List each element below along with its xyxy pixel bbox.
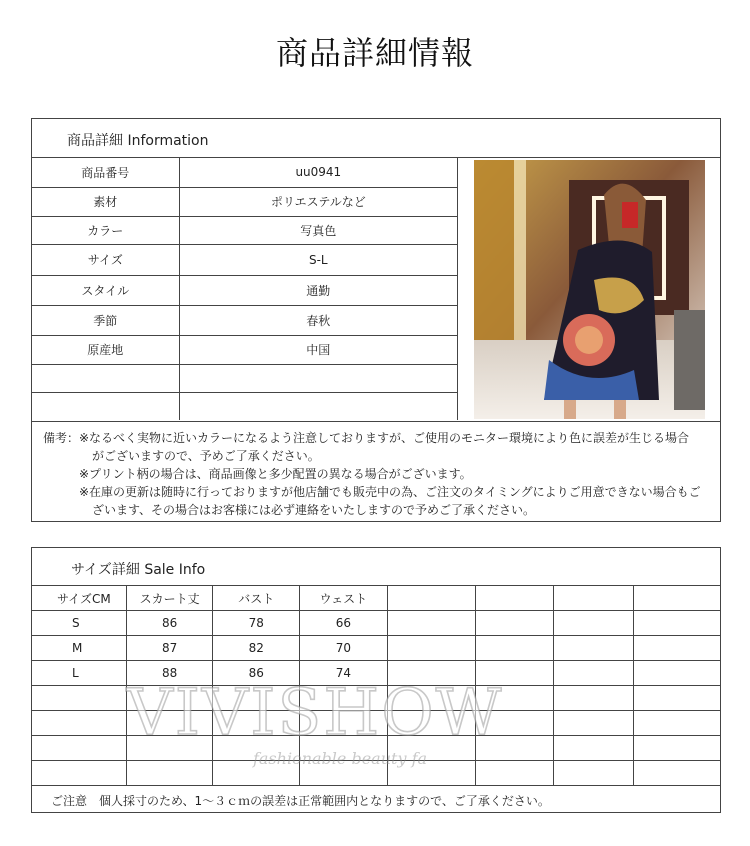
column-header (32, 586, 126, 611)
spec-key (32, 364, 179, 392)
empty-cell (476, 661, 554, 686)
spec-row (32, 364, 458, 392)
note-line: がございますので、予めご了承ください。 (92, 449, 320, 463)
watermark-tagline: fashionable beauty fa (252, 749, 428, 768)
empty-cell (387, 611, 476, 636)
table-cell (213, 761, 300, 786)
empty-cell (476, 611, 554, 636)
spec-key: スタイル (32, 275, 179, 305)
size-header-label: サイズ詳細 Sale Info (71, 562, 206, 578)
table-cell (300, 761, 388, 786)
table-cell (300, 686, 388, 711)
size-info-section (31, 547, 721, 813)
size-label: M (72, 641, 83, 655)
spec-row (32, 216, 458, 244)
spec-key: カラー (32, 216, 179, 244)
size-cell (32, 661, 126, 686)
spec-row (32, 335, 458, 364)
spec-value: ポリエステルなど (179, 187, 457, 216)
note-line: ざいます、その場合はお客様には必ず連絡をいたしますので予めご了承ください。 (92, 503, 536, 517)
info-header (32, 119, 720, 158)
table-cell (126, 761, 213, 786)
spec-value: uu0941 (179, 158, 457, 187)
size-header (32, 548, 720, 586)
empty-cell (387, 686, 476, 711)
spec-table (32, 158, 458, 420)
empty-cell (634, 611, 720, 636)
size-table (32, 586, 720, 786)
table-cell (32, 686, 126, 711)
empty-cell (553, 686, 634, 711)
spec-value (179, 392, 457, 420)
spec-value: 中国 (179, 335, 457, 364)
column-header: スカート丈 (126, 586, 213, 611)
empty-cell (387, 711, 476, 736)
empty-cell (387, 586, 476, 611)
table-row (32, 686, 720, 711)
table-cell: 88 (126, 661, 213, 686)
empty-cell (634, 736, 720, 761)
empty-cell (634, 636, 720, 661)
note-line: ※プリント柄の場合は、商品画像と多少配置の異なる場合がございます。 (79, 467, 472, 481)
spec-row (32, 244, 458, 275)
spec-row (32, 158, 458, 187)
spec-key: サイズ (32, 244, 179, 275)
empty-cell (553, 636, 634, 661)
empty-cell (634, 711, 720, 736)
spec-key: 原産地 (32, 335, 179, 364)
empty-cell (476, 736, 554, 761)
spec-row (32, 187, 458, 216)
size-table-header-row (32, 586, 720, 611)
column-header: バスト (213, 586, 300, 611)
table-cell (213, 686, 300, 711)
table-cell (126, 711, 213, 736)
empty-cell (387, 636, 476, 661)
empty-cell (476, 586, 554, 611)
info-header-label: 商品詳細 Information (67, 133, 209, 149)
empty-cell (553, 611, 634, 636)
spec-row (32, 275, 458, 305)
empty-cell (634, 661, 720, 686)
empty-cell (387, 761, 476, 786)
table-cell (32, 736, 126, 761)
table-row (32, 711, 720, 736)
empty-cell (387, 661, 476, 686)
column-header: ウェスト (300, 586, 388, 611)
spec-key: 素材 (32, 187, 179, 216)
watermark-brand: VIVISHOW (126, 676, 504, 750)
empty-cell (553, 711, 634, 736)
spec-value: 春秋 (179, 305, 457, 335)
spec-key: 商品番号 (32, 158, 179, 187)
empty-cell (553, 761, 634, 786)
table-row (32, 611, 720, 636)
empty-cell (634, 586, 720, 611)
notes-block (32, 421, 720, 521)
table-cell (32, 711, 126, 736)
product-photo-image (474, 160, 705, 419)
product-info-section (31, 118, 721, 522)
column-header-label: サイズCM (57, 591, 111, 606)
table-cell (32, 761, 126, 786)
page-title: 商品詳細情報 (275, 34, 474, 72)
spec-value: 写真色 (179, 216, 457, 244)
table-cell (213, 711, 300, 736)
spec-key: 季節 (32, 305, 179, 335)
spec-row (32, 392, 458, 420)
note-line: ※在庫の更新は随時に行っておりますが他店舗でも販売中の為、ご注文のタイミングによりご用意できない場合もご (79, 485, 701, 499)
table-row (32, 661, 720, 686)
table-cell: 66 (300, 611, 388, 636)
table-row (32, 761, 720, 786)
table-cell: 87 (126, 636, 213, 661)
spec-value (179, 364, 457, 392)
empty-cell (553, 736, 634, 761)
table-cell: 74 (300, 661, 388, 686)
spec-row (32, 305, 458, 335)
size-cell (32, 636, 126, 661)
spec-value: 通勤 (179, 275, 457, 305)
empty-cell (476, 761, 554, 786)
empty-cell (634, 761, 720, 786)
table-cell: 86 (126, 611, 213, 636)
footer-note-text: ご注意 個人採寸のため、1～３ｃｍの誤差は正常範囲内となりますので、ご了承ください。 (51, 794, 550, 808)
table-cell: 70 (300, 636, 388, 661)
spec-key (32, 392, 179, 420)
empty-cell (476, 711, 554, 736)
size-label: S (72, 616, 80, 630)
empty-cell (634, 686, 720, 711)
empty-cell (476, 636, 554, 661)
table-cell (300, 711, 388, 736)
size-cell (32, 611, 126, 636)
table-row (32, 636, 720, 661)
empty-cell (553, 586, 634, 611)
table-cell (300, 736, 388, 761)
table-cell (126, 736, 213, 761)
table-cell: 86 (213, 661, 300, 686)
empty-cell (387, 736, 476, 761)
product-photo (474, 160, 705, 419)
empty-cell (553, 661, 634, 686)
table-cell: 78 (213, 611, 300, 636)
table-cell: 82 (213, 636, 300, 661)
table-cell (126, 686, 213, 711)
table-row (32, 736, 720, 761)
spec-value: S-L (179, 244, 457, 275)
size-footer-note (32, 787, 720, 812)
size-label: L (72, 666, 79, 680)
note-line: 備考：※なるべく実物に近いカラーになるよう注意しておりますが、ご使用のモニター環境により色に誤差が生じる場合 (43, 431, 690, 445)
table-cell (213, 736, 300, 761)
empty-cell (476, 686, 554, 711)
